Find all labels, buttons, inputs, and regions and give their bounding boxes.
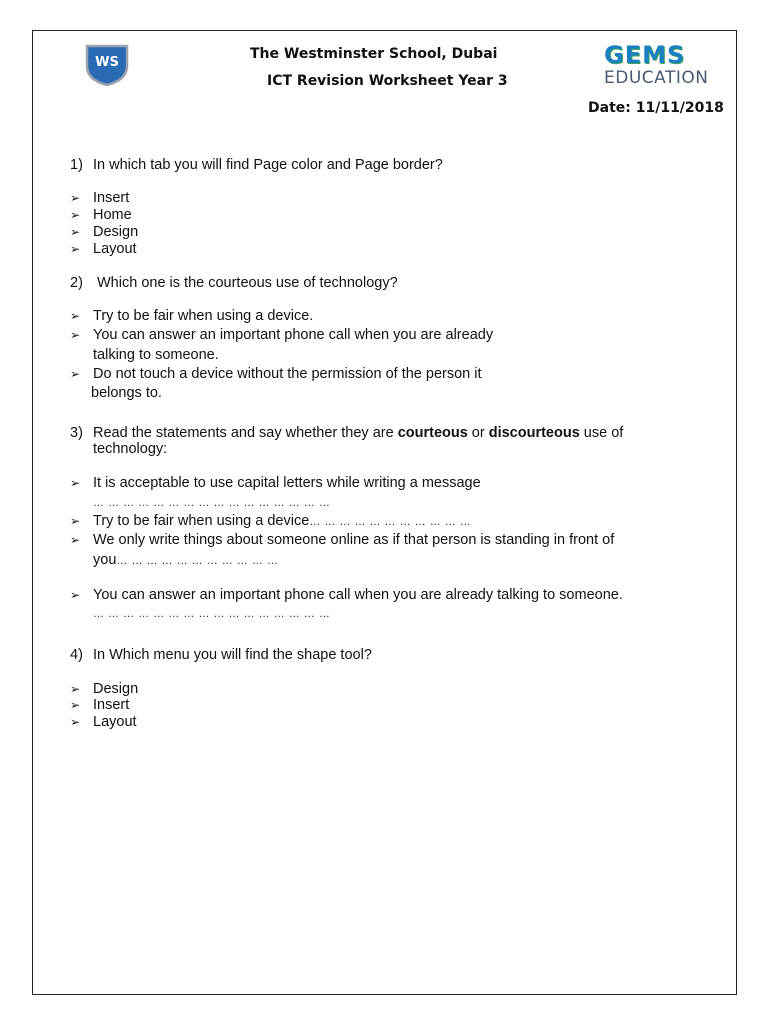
bullet-arrow-icon: ➢ [70, 208, 81, 222]
q4-text: In Which menu you will find the shape tool? [93, 647, 372, 663]
bullet-arrow-icon: ➢ [70, 514, 81, 528]
bullet-arrow-icon: ➢ [70, 588, 81, 602]
answer-blank[interactable]: … … … … … … … … … … … [116, 555, 279, 567]
bullet-arrow-icon: ➢ [70, 476, 81, 490]
q3-statement-text: you [93, 552, 117, 568]
q1-number: 1) [70, 157, 83, 173]
gems-wordmark [604, 42, 714, 68]
school-crest-logo [85, 44, 129, 86]
q3-bold-discourteous: discourteous [488, 425, 580, 441]
q2-option-continued: belongs to. [91, 385, 162, 401]
q4-number: 4) [70, 647, 83, 663]
q3-number: 3) [70, 425, 83, 441]
school-logo-text: WS [95, 55, 119, 70]
school-name: The Westminster School, Dubai [250, 46, 498, 62]
q2-option: Do not touch a device without the permission of the person it [93, 366, 482, 382]
bullet-arrow-icon: ➢ [70, 715, 81, 729]
q3-text [93, 425, 623, 442]
q2-option: Try to be fair when using a device. [93, 308, 314, 324]
bullet-arrow-icon: ➢ [70, 533, 81, 547]
q1-option: Design [93, 224, 139, 240]
bullet-arrow-icon: ➢ [70, 367, 81, 381]
q3-text-c: use of [579, 425, 624, 441]
gems-logo-text: GEMS [604, 41, 686, 69]
q2-option: You can answer an important phone call when you are already [93, 327, 494, 343]
q1-text: In which tab you will find Page color and Page border? [93, 157, 443, 173]
bullet-arrow-icon: ➢ [70, 225, 81, 239]
q1-option: Insert [93, 190, 130, 206]
q1-option: Home [93, 207, 132, 223]
q3-text-line2: technology: [93, 441, 168, 457]
worksheet-date: Date: 11/11/2018 [588, 100, 724, 116]
q4-option: Insert [93, 697, 130, 713]
bullet-arrow-icon: ➢ [70, 328, 81, 342]
bullet-arrow-icon: ➢ [70, 191, 81, 205]
q3-statement: You can answer an important phone call when you are already talking to someone. [93, 587, 623, 603]
q3-statement: We only write things about someone online as if that person is standing in front of [93, 532, 615, 548]
q3-statement [93, 513, 471, 531]
q3-statement-continued [93, 552, 278, 570]
q2-text: Which one is the courteous use of technology? [97, 275, 398, 291]
answer-blank[interactable]: … … … … … … … … … … … [309, 516, 472, 528]
bullet-arrow-icon: ➢ [70, 309, 81, 323]
bullet-arrow-icon: ➢ [70, 682, 81, 696]
q3-statement: It is acceptable to use capital letters while writing a message [93, 475, 481, 491]
q2-option-continued: talking to someone. [93, 347, 219, 363]
worksheet-title: ICT Revision Worksheet Year 3 [267, 73, 508, 89]
q1-option: Layout [93, 241, 137, 257]
answer-blank[interactable]: … … … … … … … … … … … … … … … … [93, 608, 331, 620]
answer-blank[interactable]: … … … … … … … … … … … … … … … … [93, 497, 331, 509]
bullet-arrow-icon: ➢ [70, 698, 81, 712]
q3-text-b: or [467, 425, 489, 441]
q3-statement-text: Try to be fair when using a device [93, 513, 310, 529]
gems-education-logo [604, 42, 714, 94]
q4-option: Layout [93, 714, 137, 730]
q2-number: 2) [70, 275, 83, 291]
q4-option: Design [93, 681, 139, 697]
bullet-arrow-icon: ➢ [70, 242, 81, 256]
education-wordmark: EDUCATION [604, 68, 709, 88]
q3-text-a: Read the statements and say whether they are [93, 425, 398, 441]
q3-bold-courteous: courteous [397, 425, 468, 441]
